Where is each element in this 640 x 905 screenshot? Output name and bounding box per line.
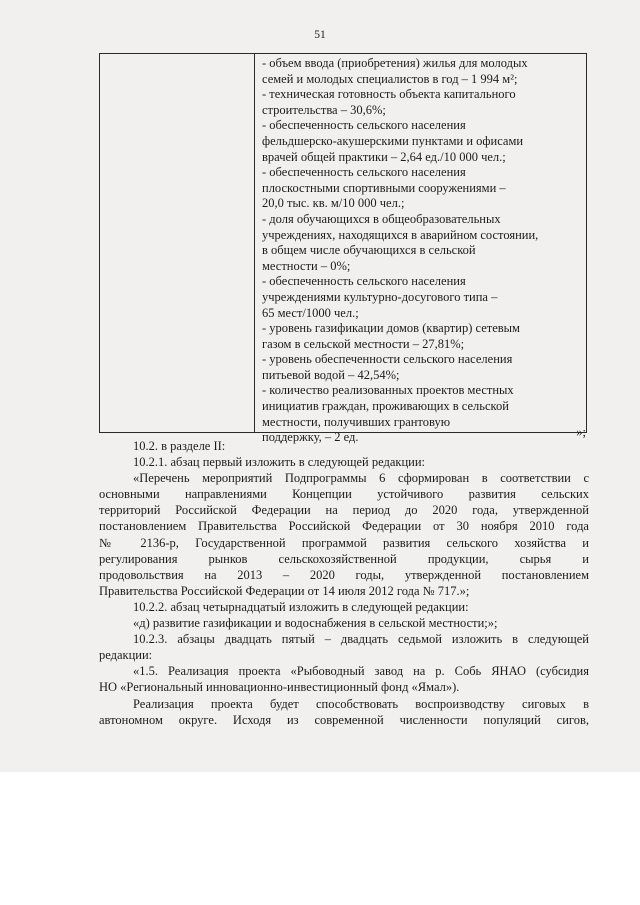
body-line: постановлением Правительства Российской Федерации от 30 ноября 2010 года bbox=[99, 519, 589, 534]
body-line: 10.2.1. абзац первый изложить в следующей редакции: bbox=[133, 455, 426, 470]
indicator-line: в общем числе обучающихся в сельской bbox=[262, 243, 476, 258]
indicator-line: местности – 0%; bbox=[262, 258, 351, 273]
indicator-line: - уровень обеспеченности сельского населения bbox=[262, 352, 513, 367]
indicator-line: питьевой водой – 42,54%; bbox=[262, 367, 400, 382]
closing-quote: »; bbox=[576, 425, 586, 439]
body-line: 10.2.2. абзац четырнадцатый изложить в следующей редакции: bbox=[133, 599, 469, 614]
body-line: регулирования рынков сельскохозяйственной продукции, сырья и bbox=[99, 551, 589, 566]
indicator-line: - обеспеченность сельского населения bbox=[262, 118, 466, 133]
page-number: 51 bbox=[314, 29, 326, 41]
indicator-line: семей и молодых специалистов в год – 1 994 м²; bbox=[262, 71, 518, 86]
indicator-line: - доля обучающихся в общеобразовательных bbox=[262, 211, 501, 226]
indicator-line: - техническая готовность объекта капитального bbox=[262, 87, 516, 102]
indicator-line: инициатив граждан, проживающих в сельской bbox=[262, 399, 509, 414]
body-line: 10.2. в разделе II: bbox=[133, 439, 226, 453]
body-line: «Перечень мероприятий Подпрограммы 6 сформирован в соответствии с bbox=[133, 471, 589, 486]
indicator-line: местности, получивших грантовую bbox=[262, 414, 451, 429]
body-line: 10.2.3. абзацы двадцать пятый – двадцать седьмой изложить в следующей bbox=[133, 632, 589, 647]
indicator-line: 20,0 тыс. кв. м/10 000 чел.; bbox=[262, 196, 405, 211]
body-line: редакции: bbox=[99, 648, 153, 663]
body-line: продовольствия на 2013 – 2020 годы, утвержденной постановлением bbox=[99, 567, 589, 582]
indicators-table bbox=[99, 53, 587, 445]
indicator-line: 65 мест/1000 чел.; bbox=[262, 305, 359, 320]
body-line: Реализация проекта будет способствовать воспроизводству сиговых в bbox=[133, 696, 589, 711]
indicator-line: учреждениях, находящихся в аварийном состоянии, bbox=[262, 227, 539, 242]
indicator-line: строительства – 30,6%; bbox=[262, 102, 386, 117]
indicator-line: - количество реализованных проектов местных bbox=[262, 383, 514, 398]
indicator-line: - уровень газификации домов (квартир) сетевым bbox=[262, 321, 520, 336]
body-line: автономном округе. Исходя из современной численности популяций сигов, bbox=[99, 712, 589, 727]
indicator-line: поддержку, – 2 ед. bbox=[262, 430, 359, 445]
indicator-line: фельдшерско-акушерскими пунктами и офисами bbox=[262, 133, 524, 148]
body-line: «1.5. Реализация проекта «Рыбоводный завод на р. Собь ЯНАО (субсидия bbox=[133, 664, 589, 679]
body-line: территорий Российской Федерации на период до 2020 года, утвержденной bbox=[99, 503, 589, 518]
body-line: № 2136-р, Государственной программой развития сельского хозяйства и bbox=[99, 535, 589, 550]
indicator-line: - обеспеченность сельского населения bbox=[262, 165, 466, 180]
indicator-line: плоскостными спортивными сооружениями – bbox=[262, 180, 506, 195]
body-line: основными направлениями Концепции устойчивого развития сельских bbox=[99, 487, 589, 502]
indicators-cell bbox=[262, 56, 584, 446]
table-column-divider bbox=[254, 54, 255, 432]
indicator-line: врачей общей практики – 2,64 ед./10 000 чел.; bbox=[262, 149, 506, 164]
indicator-line: - обеспеченность сельского населения bbox=[262, 274, 466, 289]
body-text bbox=[99, 438, 589, 728]
indicator-line: - объем ввода (приобретения) жилья для молодых bbox=[262, 56, 528, 70]
indicator-line: учреждениями культурно-досугового типа – bbox=[262, 289, 498, 304]
body-line: «д) развитие газификации и водоснабжения в сельской местности;»; bbox=[133, 616, 498, 631]
indicator-line: газом в сельской местности – 27,81%; bbox=[262, 336, 465, 351]
body-line: НО «Региональный инновационно-инвестиционный фонд «Ямал»). bbox=[99, 680, 460, 695]
body-line: Правительства Российской Федерации от 14 июля 2012 года № 717.»; bbox=[99, 583, 470, 598]
